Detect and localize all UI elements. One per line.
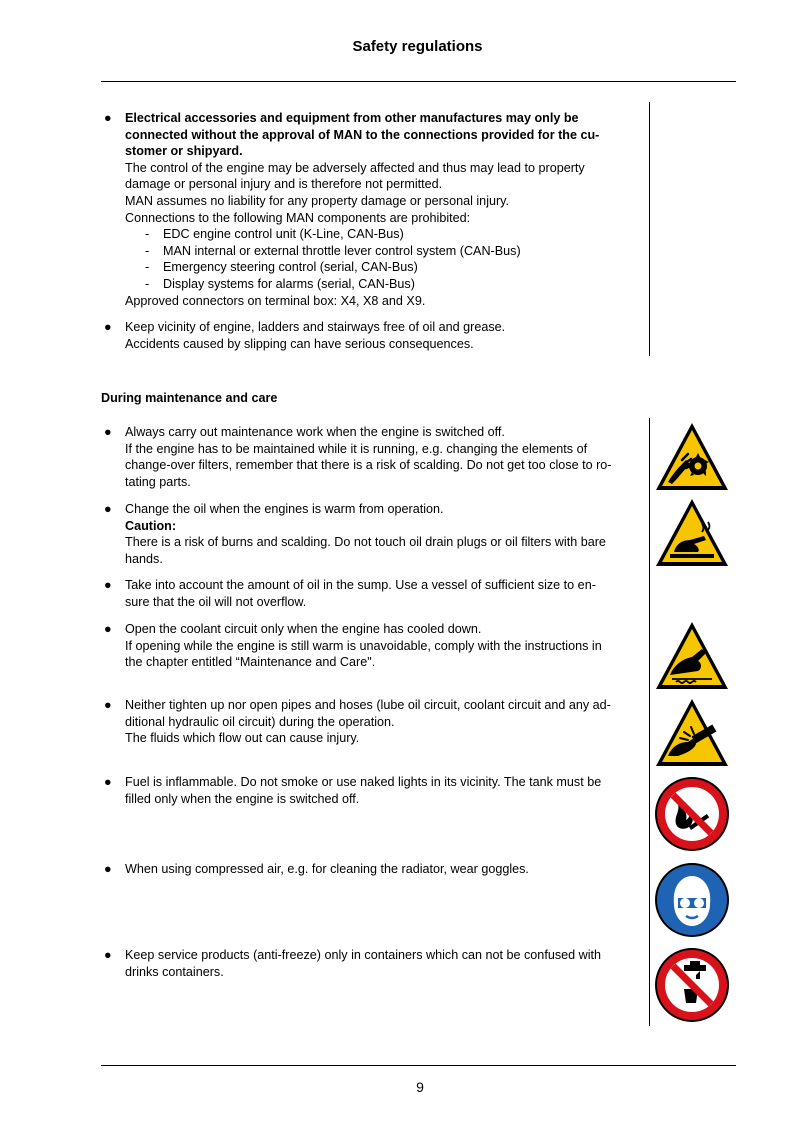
dash-item: - EDC engine control unit (K-Line, CAN-Bus) (125, 226, 642, 243)
text-line: the chapter entitled “Maintenance and Care". (125, 655, 376, 670)
warning-rotating-parts-icon (654, 420, 730, 496)
text-line: The control of the engine may be adversely affected and thus may lead to property (125, 160, 585, 175)
text-line: If opening while the engine is still warm is unavoidable, comply with the instructions in (125, 638, 602, 653)
bold-line: stomer or shipyard. (125, 144, 243, 159)
bullet: ● (104, 502, 112, 516)
list-item (104, 774, 642, 807)
caution-label: Caution: (125, 518, 177, 533)
bullet: ● (104, 775, 112, 789)
text-line: hands. (125, 551, 163, 566)
wear-goggles-icon (654, 862, 730, 938)
page-number: 9 (416, 1079, 424, 1095)
list-item (104, 947, 642, 980)
page-title: Safety regulations (352, 38, 483, 55)
list-item (104, 110, 642, 309)
bullet: ● (104, 578, 112, 592)
not-drinking-water-icon (654, 947, 730, 1023)
bullet: ● (104, 111, 112, 125)
list-item (104, 319, 642, 352)
text-line: Keep vicinity of engine, ladders and stairways free of oil and grease. (125, 320, 506, 334)
bullet: ● (104, 948, 112, 962)
dash-item: - Display systems for alarms (serial, CAN-Bus) (125, 276, 642, 293)
text-line: sure that the oil will not overflow. (125, 594, 307, 609)
text-line: Connections to the following MAN components are prohibited: (125, 210, 471, 225)
bullet: ● (104, 862, 112, 876)
dash-item: - Emergency steering control (serial, CAN-Bus) (125, 259, 642, 276)
text-line: change-over filters, remember that there is a risk of scalding. Do not get too close to ro- (125, 458, 612, 473)
text-line: drinks containers. (125, 964, 224, 979)
warning-hot-surface-icon (654, 496, 730, 572)
text-line: When using compressed air, e.g. for cleaning the radiator, wear goggles. (125, 862, 529, 876)
text-line: Accidents caused by slipping can have serious consequences. (125, 336, 474, 351)
bullet: ● (104, 320, 112, 334)
warning-pressurized-fluid-icon (654, 696, 730, 772)
warning-hot-liquid-icon (654, 619, 730, 695)
text-line: Always carry out maintenance work when the engine is switched off. (125, 425, 505, 439)
bold-line: Electrical accessories and equipment from other manufactures may only be (125, 111, 579, 125)
text-line: If the engine has to be maintained while it is running, e.g. changing the elements of (125, 441, 588, 456)
text-line: Take into account the amount of oil in the sump. Use a vessel of sufficient size to en- (125, 578, 596, 592)
text-line: Open the coolant circuit only when the engine has cooled down. (125, 622, 482, 636)
text-line: The fluids which flow out can cause injury. (125, 731, 360, 746)
footer-rule (101, 1065, 736, 1066)
text-line: There is a risk of burns and scalding. Do not touch oil drain plugs or oil filters with bare (125, 535, 606, 550)
list-item (104, 861, 642, 878)
list-item (104, 621, 642, 671)
list-item (104, 501, 642, 567)
text-line: Change the oil when the engines is warm from operation. (125, 502, 444, 516)
no-open-flame-icon (654, 776, 730, 852)
header-rule (101, 81, 736, 82)
text-line: tating parts. (125, 474, 191, 489)
text-line: Fuel is inflammable. Do not smoke or use naked lights in its vicinity. The tank must be (125, 775, 602, 789)
margin-bar-top (649, 102, 650, 356)
dash-item: - MAN internal or external throttle lever control system (CAN-Bus) (125, 243, 642, 260)
text-line: damage or personal injury and is therefore not permitted. (125, 177, 443, 192)
bullet: ● (104, 425, 112, 439)
section-heading: During maintenance and care (101, 391, 278, 405)
bold-line: connected without the approval of MAN to the connections provided for the cu- (125, 127, 600, 142)
text-line: Neither tighten up nor open pipes and hoses (lube oil circuit, coolant circuit and any ad- (125, 698, 611, 712)
text-line: MAN assumes no liability for any property damage or personal injury. (125, 193, 510, 208)
list-item (104, 424, 642, 490)
bullet: ● (104, 698, 112, 712)
text-line: ditional hydraulic oil circuit) during the operation. (125, 714, 395, 729)
margin-bar-maintenance (649, 418, 650, 1026)
bullet: ● (104, 622, 112, 636)
list-item (104, 577, 642, 610)
text-line: Keep service products (anti-freeze) only in containers which can not be confused with (125, 948, 602, 962)
text-line: Approved connectors on terminal box: X4, X8 and X9. (125, 293, 426, 308)
text-line: filled only when the engine is switched off. (125, 791, 360, 806)
list-item (104, 697, 642, 747)
